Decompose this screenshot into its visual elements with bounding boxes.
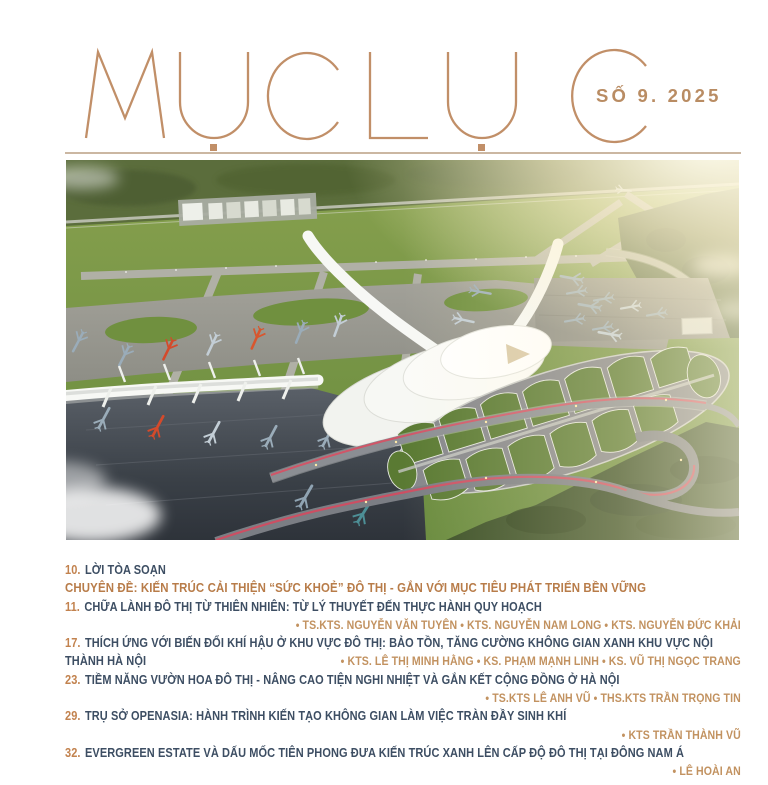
toc-list xyxy=(65,561,741,781)
toc-item-11 xyxy=(65,598,741,616)
toc-authors-17: • KTS. LÊ THỊ MINH HẰNG • KS. PHẠM MẠNH LINH • KS. VŨ THỊ NGỌC TRANG xyxy=(340,654,741,669)
issue-number: SỐ 9. 2025 xyxy=(596,85,722,106)
toc-item-17 xyxy=(65,634,741,652)
toc-item-title: TRỤ SỞ OPENASIA: HÀNH TRÌNH KIẾN TẠO KHÔNG GIAN LÀM VIỆC TRÀN ĐẦY SINH KHÍ xyxy=(84,709,567,724)
toc-item-title: EVERGREEN ESTATE VÀ DẤU MỐC TIÊN PHONG ĐƯA KIẾN TRÚC XANH LÊN CẤP ĐỘ ĐÔ THỊ TẠI ĐÔNG NAM Á xyxy=(84,745,685,760)
dot-under-U1 xyxy=(210,144,217,151)
letter-U1 xyxy=(180,52,248,138)
toc-item-17-line2 xyxy=(65,652,741,670)
toc-page-number: 10. xyxy=(65,563,81,577)
airport-aerial-illustration xyxy=(66,160,739,540)
toc-item-29 xyxy=(65,707,741,725)
page-title-lettering xyxy=(0,38,768,163)
toc-item-23 xyxy=(65,671,741,689)
letter-M xyxy=(86,52,164,138)
toc-theme-line: CHUYÊN ĐỀ: KIẾN TRÚC CẢI THIỆN “SỨC KHOẺ” ĐÔ THỊ - GẮN VỚI MỤC TIÊU PHÁT TRIỂN BỀN VỮNG xyxy=(65,580,647,596)
toc-item-10 xyxy=(65,561,741,579)
masthead-rule xyxy=(65,152,741,154)
toc-item-title: THÍCH ỨNG VỚI BIẾN ĐỔI KHÍ HẬU Ở KHU VỰC ĐÔ THỊ: BẢO TỒN, TĂNG CƯỜNG KHÔNG GIAN XANH KHU VỰC NỘI xyxy=(84,636,713,651)
toc-authors-29: • KTS TRẦN THÀNH VŨ xyxy=(621,727,741,742)
toc-page-number: 17. xyxy=(65,636,81,651)
masthead xyxy=(0,38,768,163)
toc-item-32 xyxy=(65,744,741,762)
toc-page-number: 32. xyxy=(65,745,81,760)
letter-L xyxy=(370,52,428,138)
table-of-contents xyxy=(65,561,741,785)
sun-glow xyxy=(66,160,739,540)
dot-under-U2 xyxy=(478,144,485,151)
letter-U2 xyxy=(448,52,516,138)
toc-page-number: 23. xyxy=(65,672,81,687)
toc-item-title-continued: THÀNH HÀ NỘI xyxy=(65,654,147,669)
toc-authors-23: • TS.KTS LÊ ANH VŨ • THS.KTS TRẦN TRỌNG TIN xyxy=(485,691,741,706)
toc-item-title: LỜI TÒA SOẠN xyxy=(84,563,166,577)
toc-item-title: TIỀM NĂNG VƯỜN HOA ĐÔ THỊ - NÂNG CAO TIỆN NGHI NHIỆT VÀ GẮN KẾT CỘNG ĐỒNG Ở HÀ NỘI xyxy=(84,672,620,687)
letter-C1 xyxy=(268,53,338,139)
toc-page-number: 11. xyxy=(65,599,80,614)
toc-page-number: 29. xyxy=(65,709,81,724)
toc-authors-11: • TS.KTS. NGUYỄN VĂN TUYÊN • KTS. NGUYỄN NAM LONG • KTS. NGUYỄN ĐỨC KHẢI xyxy=(295,617,741,632)
toc-item-title: CHỮA LÀNH ĐÔ THỊ TỪ THIÊN NHIÊN: TỪ LÝ THUYẾT ĐẾN THỰC HÀNH QUY HOẠCH xyxy=(84,599,542,614)
hero-image xyxy=(66,160,739,540)
toc-authors-32: • LÊ HOÀI AN xyxy=(672,764,741,779)
